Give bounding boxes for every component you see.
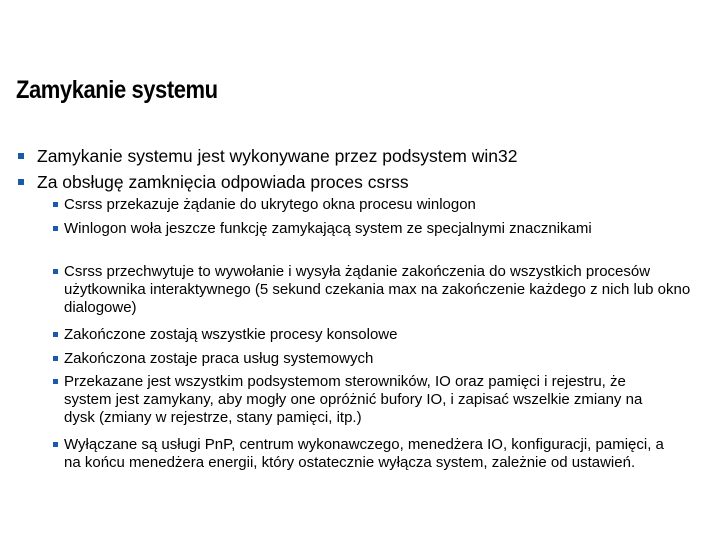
square-bullet-icon — [18, 153, 24, 159]
square-bullet-icon — [53, 269, 58, 274]
bullet-item-level2 — [53, 220, 613, 238]
square-bullet-icon — [53, 202, 58, 207]
slide-title: Zamykanie systemu — [16, 76, 218, 104]
bullet-item-level2 — [53, 263, 703, 317]
bullet-text: Zakończone zostają wszystkie procesy konsolowe — [64, 326, 398, 343]
square-bullet-icon — [53, 442, 58, 447]
bullet-item-level2 — [53, 373, 673, 427]
bullet-item-level2 — [53, 350, 703, 368]
square-bullet-icon — [18, 179, 24, 185]
bullet-text: Csrss przekazuje żądanie do ukrytego okna procesu winlogon — [64, 196, 476, 213]
bullet-item-level2 — [53, 436, 673, 472]
bullet-text: Za obsługę zamknięcia odpowiada proces csrss — [37, 172, 409, 192]
bullet-text: Wyłączane są usługi PnP, centrum wykonawczego, menedżera IO, konfiguracji, pamięci, a na końcu menedżera energii, który ostatecznie wyłącza system, zależnie od ustawień. — [64, 436, 664, 471]
square-bullet-icon — [53, 226, 58, 231]
square-bullet-icon — [53, 332, 58, 337]
bullet-text: Przekazane jest wszystkim podsystemom sterowników, IO oraz pamięci i rejestru, że system jest zamykany, aby mogły one opróżnić bufory IO, i zapisać wszelkie zmiany na dysk (zmiany w rejestrze, stany pamięci, itp.) — [64, 373, 643, 426]
square-bullet-icon — [53, 356, 58, 361]
square-bullet-icon — [53, 379, 58, 384]
bullet-text: Zakończona zostaje praca usług systemowych — [64, 350, 374, 367]
bullet-text: Csrss przechwytuje to wywołanie i wysyła żądanie zakończenia do wszystkich procesów użytkownika interaktywnego (5 sekund czekania max na zakończenie każdego z nich lub okno dialogowe) — [64, 263, 691, 316]
bullet-item-level2 — [53, 196, 703, 214]
bullet-item-level2 — [53, 326, 703, 344]
bullet-text: Winlogon woła jeszcze funkcję zamykającą system ze specjalnymi znacznikami — [64, 220, 592, 237]
bullet-text: Zamykanie systemu jest wykonywane przez podsystem win32 — [37, 146, 518, 166]
